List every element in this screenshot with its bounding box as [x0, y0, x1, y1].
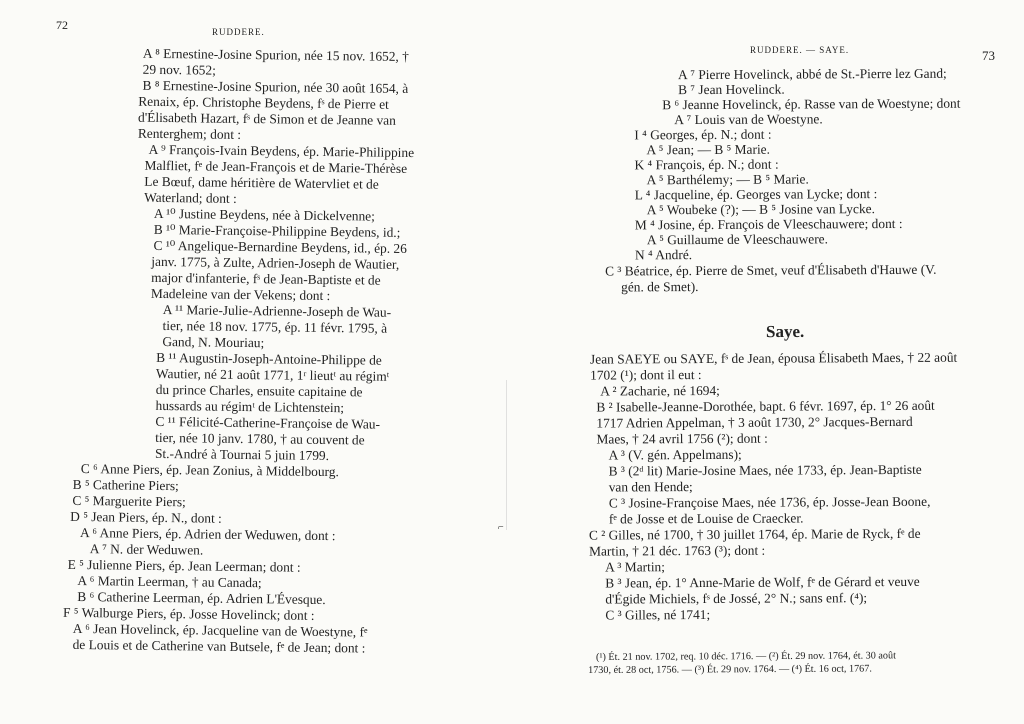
text-line: A ¹¹ Marie-Julie-Adrienne-Joseph de Wau- [162, 302, 392, 320]
text-line: B ⁶ Jeanne Hovelinck, ép. Rasse van de Woestyne; dont [662, 95, 961, 113]
text-line: A ⁶ Jean Hovelinck, ép. Jacqueline van de Woestyne, fᵉ [72, 620, 368, 640]
text-line: B ³ (2ᵈ lit) Marie-Josine Maes, née 1733, ép. Jean-Baptiste [608, 461, 922, 479]
page-number: 73 [982, 48, 995, 63]
text-line: d'Égide Michiels, fˢ de Jossé, 2° N.; sans enf. (⁴); [605, 590, 868, 607]
text-line: C ¹⁰ Angelique-Bernardine Beydens, id., ép. 26 [153, 237, 407, 256]
text-line: du prince Charles, ensuite capitaine de [155, 381, 363, 400]
text-line: C ¹¹ Félicité-Catherine-Françoise de Wau- [155, 413, 381, 432]
text-line: A ⁶ Anne Piers, ép. Adrien der Weduwen, dont : [79, 525, 336, 544]
text-line: Gand, N. Mouriau; [162, 334, 265, 351]
text-line: Madeleine van der Vekens; dont : [150, 285, 331, 304]
text-line: A ⁵ Guillaume de Vleeschauwere. [646, 231, 828, 248]
text-line: B ⁸ Ernestine-Josine Spurion, née 30 août 1654, à [142, 77, 409, 96]
text-line: B ¹⁰ Marie-Françoise-Philippine Beydens, id.; [153, 221, 401, 240]
text-line: janv. 1775, à Zulte, Adrien-Joseph de Wautier, [151, 253, 400, 272]
footnote-line: (¹) Ét. 21 nov. 1702, req. 10 déc. 1716. — (²) Ét. 29 nov. 1764, ét. 30 août [596, 650, 896, 663]
gutter-shadow [506, 380, 507, 530]
text-line: A ⁵ Jean; — B ⁵ Marie. [646, 141, 770, 158]
text-line: F ⁵ Walburge Piers, ép. Josse Hovelinck; dont : [62, 604, 315, 623]
text-line: A ⁵ Barthélemy; — B ⁵ Marie. [646, 171, 809, 188]
text-line: A ¹⁰ Justine Beydens, née à Dickelvenne; [153, 205, 376, 224]
text-line: A ² Zacharie, né 1694; [600, 382, 720, 399]
text-line: E ⁵ Julienne Piers, ép. Jean Leerman; dont : [67, 556, 301, 575]
text-line: B ⁵ Catherine Piers; [72, 476, 179, 494]
scan-mark: ⌐ [498, 522, 504, 533]
text-line: C ⁵ Marguerite Piers; [72, 492, 186, 510]
text-line: B ¹¹ Augustin-Joseph-Antoine-Philippe de [156, 349, 382, 368]
text-line: L ⁴ Jacqueline, ép. Georges van Lycke; dont : [634, 186, 878, 203]
text-line: hussards au régimᵗ de Lichtenstein; [155, 397, 345, 416]
text-line: Jean SAEYE ou SAYE, fˢ de Jean, épousa Élisabeth Maes, † 22 août [589, 349, 958, 367]
text-line: gén. de Smet). [621, 279, 699, 295]
running-head: RUDDERE. [212, 27, 265, 37]
text-line: A ⁷ N. der Weduwen. [89, 541, 204, 558]
text-line: C ³ Gilles, né 1741; [605, 606, 711, 623]
text-line: A ³ (V. gén. Appelmans); [608, 446, 742, 463]
text-line: A ⁵ Woubeke (?); — B ⁵ Josine van Lycke. [646, 201, 875, 218]
text-line: M ⁴ Josine, ép. François de Vleeschauwere; dont : [634, 215, 903, 233]
text-line: fᵉ de Josse et de Louise de Craecker. [608, 510, 804, 527]
text-line: Renaix, ép. Christophe Beydens, fˢ de Pierre et [138, 93, 389, 112]
text-line: K ⁴ François, ép. N.; dont : [634, 156, 779, 173]
text-line: Martin, † 21 déc. 1763 (³); dont : [589, 542, 766, 559]
text-line: major d'infanterie, fˢ de Jean-Baptiste et de [151, 269, 381, 288]
text-line: tier, née 10 janv. 1780, † au couvent de [155, 429, 365, 448]
text-line: D ⁵ Jean Piers, ép. N., dont : [70, 508, 222, 526]
running-head: RUDDERE. — SAYE. [750, 45, 850, 55]
text-line: C ⁶ Anne Piers, ép. Jean Zonius, à Middelbourg. [80, 461, 339, 480]
text-line: A ⁶ Martin Leerman, † au Canada; [77, 572, 262, 591]
text-line: van den Hende; [608, 479, 693, 495]
text-line: Maes, † 24 avril 1756 (²); dont : [596, 430, 768, 447]
text-line: B ⁷ Jean Hovelinck. [678, 81, 785, 98]
text-line: A ⁸ Ernestine-Josine Spurion, née 15 nov. 1652, † [142, 45, 409, 64]
page-number: 72 [56, 18, 68, 32]
text-line: B ² Isabelle-Jeanne-Dorothée, bapt. 6 févr. 1697, ép. 1° 26 août [596, 397, 935, 415]
text-line: A ⁹ François-Ivain Beydens, ép. Marie-Philippine [148, 141, 415, 161]
text-line: B ⁶ Catherine Leerman, ép. Adrien L'Évesque. [77, 588, 326, 608]
text-line: Renterghem; dont : [137, 125, 242, 142]
text-block-upper [512, 65, 1024, 295]
footnote-line: 1730, ét. 28 oct, 1756. — (³) Ét. 29 nov. 1764. — (⁴) Ét. 16 oct, 1767. [588, 663, 872, 676]
text-line: Le Bœuf, dame héritière de Watervliet et de [144, 173, 379, 192]
text-line: 1717 Adrien Appelman, † 3 août 1730, 2° Jacques-Bernard [596, 413, 913, 431]
text-line: A ⁷ Pierre Hovelinck, abbé de St.-Pierre lez Gand; [677, 65, 947, 83]
text-block-lower [512, 349, 1024, 623]
text-line: St.-André à Tournai 5 juin 1799. [154, 445, 330, 464]
text-line: I ⁴ Georges, ép. N.; dont : [634, 126, 772, 143]
text-line: B ³ Jean, ép. 1° Anne-Marie de Wolf, fᵉ de Gérard et veuve [605, 573, 920, 591]
text-line: de Louis et de Catherine van Butsele, fᵉ de Jean; dont : [72, 636, 366, 656]
right-page [512, 0, 1024, 724]
section-heading: Saye. [765, 321, 805, 342]
text-line: C ² Gilles, né 1700, † 30 juillet 1764, ép. Marie de Ryck, fᵉ de [588, 525, 921, 543]
text-line: 1702 (¹); dont il eut : [590, 367, 702, 383]
footnotes [588, 649, 1008, 676]
text-line: N ⁴ André. [634, 247, 693, 263]
text-line: C ³ Josine-Françoise Maes, née 1736, ép. Josse-Jean Boone, [608, 493, 931, 511]
text-line: Wautier, né 21 août 1771, 1ʳ lieutᵗ au régimᵗ [155, 365, 390, 384]
text-line: tier, née 18 nov. 1775, ép. 11 févr. 1795, à [162, 318, 388, 336]
text-line: 29 nov. 1652; [142, 61, 216, 78]
text-line: A ³ Martin; [605, 559, 665, 575]
text-line: A ⁷ Louis van de Woestyne. [674, 111, 823, 128]
text-line: d'Élisabeth Hazart, fˢ de Simon et de Jeanne van [138, 109, 396, 128]
text-line: C ³ Béatrice, ép. Pierre de Smet, veuf d'Élisabeth d'Hauwe (V. [605, 261, 937, 279]
text-line: Malfliet, fᵉ de Jean-François et de Marie-Thérèse [144, 157, 408, 176]
text-line: Waterland; dont : [144, 189, 237, 206]
left-page [0, 0, 505, 724]
text-block [0, 44, 505, 656]
